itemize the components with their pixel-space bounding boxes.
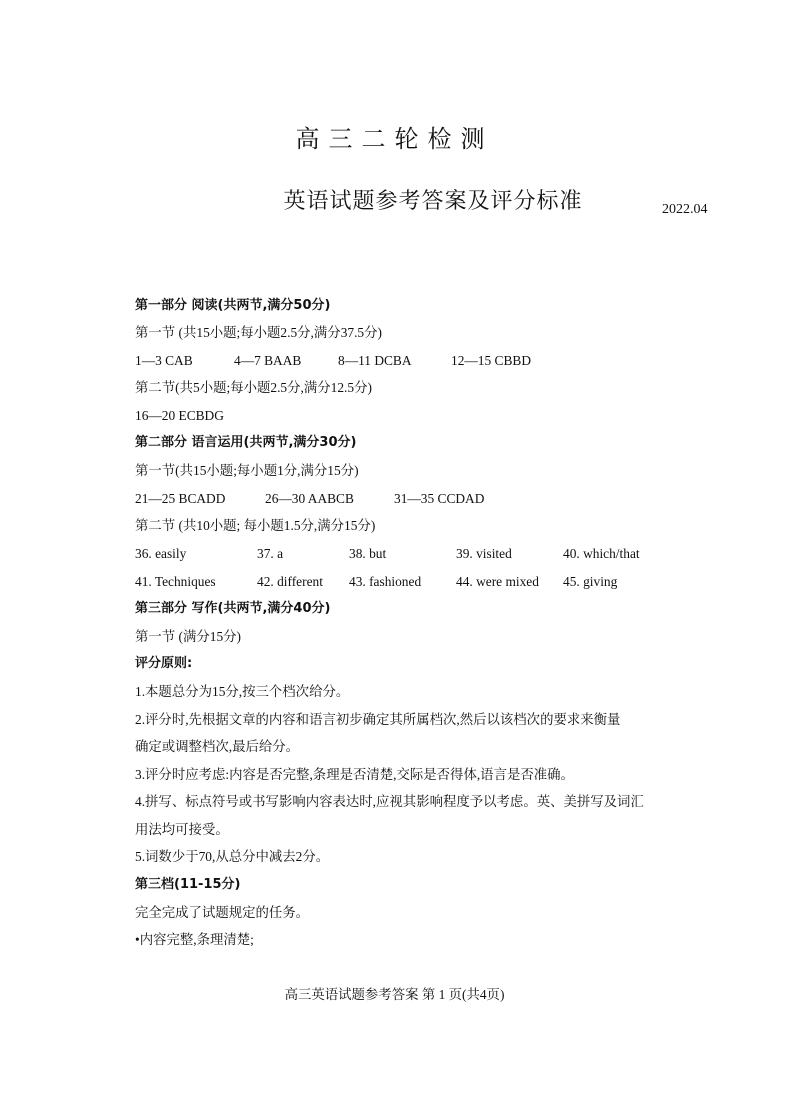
answer-group: 1—3 CAB (135, 353, 193, 368)
rule-line: 3.评分时应考虑:内容是否完整,条理是否清楚,交际是否得体,语言是否准确。 (135, 767, 574, 782)
part1-sec1-answers (135, 351, 655, 371)
part2-sec2-row1 (135, 544, 675, 564)
rule-line: 用法均可接受。 (135, 822, 229, 837)
answer-item: 44. were mixed (456, 574, 539, 589)
answer-item: 37. a (257, 546, 284, 561)
principles-heading: 评分原则: (135, 656, 193, 671)
rule-line: 确定或调整档次,最后给分。 (135, 739, 300, 754)
answer-item: 41. Techniques (135, 574, 216, 589)
part1-heading: 第一部分 阅读(共两节,满分50分) (135, 298, 331, 313)
exam-date: 2022.04 (662, 202, 708, 217)
page-title: 高三二轮检测 (295, 125, 494, 153)
answer-group: 8—11 DCBA (338, 353, 412, 368)
part3-sec1-heading: 第一节 (满分15分) (135, 629, 241, 644)
part3-heading: 第三部分 写作(共两节,满分40分) (135, 601, 331, 616)
part1-sec2-answers: 16—20 ECBDG (135, 408, 224, 423)
part2-sec2-heading: 第二节 (共10小题; 每小题1.5分,满分15分) (135, 518, 376, 533)
answer-group: 4—7 BAAB (234, 353, 302, 368)
answer-group: 31—35 CCDAD (394, 491, 485, 506)
answer-item: 43. fashioned (349, 574, 422, 589)
answer-item: 45. giving (563, 574, 618, 589)
tier3-line: •内容完整,条理清楚; (135, 932, 254, 947)
answer-group: 26—30 AABCB (265, 491, 354, 506)
part2-sec1-heading: 第一节(共15小题;每小题1分,满分15分) (135, 463, 359, 478)
rule-line: 1.本题总分为15分,按三个档次给分。 (135, 684, 350, 699)
answer-group: 21—25 BCADD (135, 491, 226, 506)
answer-item: 36. easily (135, 546, 187, 561)
part2-sec2-row2 (135, 572, 675, 592)
part2-heading: 第二部分 语言运用(共两节,满分30分) (135, 435, 357, 450)
answer-item: 40. which/that (563, 546, 640, 561)
rule-line: 2.评分时,先根据文章的内容和语言初步确定其所属档次,然后以该档次的要求来衡量 (135, 712, 621, 727)
page-subtitle: 英语试题参考答案及评分标准 (283, 189, 583, 214)
rule-line: 4.拼写、标点符号或书写影响内容表达时,应视其影响程度予以考虑。英、美拼写及词汇 (135, 794, 644, 809)
part1-sec1-heading: 第一节 (共15小题;每小题2.5分,满分37.5分) (135, 325, 382, 340)
page-footer: 高三英语试题参考答案 第 1 页(共4页) (284, 987, 505, 1002)
answer-group: 12—15 CBBD (451, 353, 531, 368)
answer-item: 39. visited (456, 546, 512, 561)
answer-item: 42. different (257, 574, 323, 589)
tier3-line: 完全完成了试题规定的任务。 (135, 905, 310, 920)
part1-sec2-heading: 第二节(共5小题;每小题2.5分,满分12.5分) (135, 380, 372, 395)
part2-sec1-answers (135, 489, 655, 509)
answer-item: 38. but (349, 546, 387, 561)
rule-line: 5.词数少于70,从总分中减去2分。 (135, 849, 330, 864)
tier3-heading: 第三档(11-15分) (135, 877, 241, 892)
